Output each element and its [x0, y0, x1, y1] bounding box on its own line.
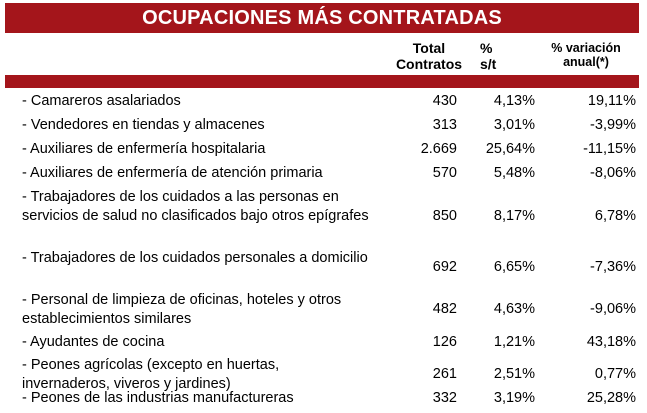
header-percent-total	[480, 40, 502, 72]
header-var-line2: anual(*)	[563, 55, 609, 69]
table-title: OCUPACIONES MÁS CONTRATADAS	[5, 3, 639, 33]
row-variation: -8,06%	[590, 165, 636, 181]
row-variation: 6,78%	[594, 208, 636, 224]
header-divider-band	[5, 75, 639, 88]
header-pct-line1: %	[480, 40, 493, 56]
row-label: - Peones agrícolas (excepto en huertas, invernaderos, viveros y jardines)	[22, 357, 280, 392]
row-percent: 3,01%	[493, 117, 535, 133]
row-percent: 4,13%	[493, 93, 535, 109]
row-total: 430	[432, 93, 457, 109]
row-label: - Auxiliares de enfermería hospitalaria	[22, 141, 266, 157]
row-variation: -11,15%	[583, 141, 636, 157]
header-total-contratos	[386, 40, 472, 72]
row-variation: -9,06%	[590, 301, 636, 317]
row-percent: 6,65%	[493, 259, 535, 275]
header-var-line1: % variación	[551, 41, 621, 55]
row-label: - Trabajadores de los cuidados personales a domicilio	[22, 250, 368, 266]
row-total: 313	[432, 117, 457, 133]
header-total-line1: Total	[412, 40, 446, 56]
row-variation: 43,18%	[586, 334, 636, 350]
row-total: 126	[432, 334, 457, 350]
row-total: 2.669	[420, 141, 457, 157]
header-variacion-anual	[540, 41, 632, 69]
row-total: 482	[432, 301, 457, 317]
row-total: 692	[432, 259, 457, 275]
row-label: - Auxiliares de enfermería de atención primaria	[22, 165, 323, 181]
row-label: - Peones de las industrias manufactureras	[22, 390, 294, 406]
row-percent: 1,21%	[493, 334, 535, 350]
row-variation: -7,36%	[590, 259, 636, 275]
row-percent: 2,51%	[493, 366, 535, 382]
row-percent: 3,19%	[493, 390, 535, 406]
row-percent: 8,17%	[493, 208, 535, 224]
row-variation: -3,99%	[590, 117, 636, 133]
row-total: 261	[432, 366, 457, 382]
row-label: - Ayudantes de cocina	[22, 334, 165, 350]
row-total: 850	[432, 208, 457, 224]
row-label: - Camareros asalariados	[22, 93, 181, 109]
row-variation: 19,11%	[587, 93, 636, 109]
row-total: 570	[432, 165, 457, 181]
row-percent: 25,64%	[485, 141, 535, 157]
row-total: 332	[432, 390, 457, 406]
row-label: - Trabajadores de los cuidados a las personas en servicios de salud no clasificados bajo otros epígrafes	[22, 189, 369, 224]
row-variation: 0,77%	[594, 366, 636, 382]
header-pct-line2: s/t	[480, 56, 497, 72]
row-label: - Vendedores en tiendas y almacenes	[22, 117, 265, 133]
header-total-line2: Contratos	[395, 56, 463, 72]
row-percent: 5,48%	[493, 165, 535, 181]
row-variation: 25,28%	[586, 390, 636, 406]
row-percent: 4,63%	[493, 301, 535, 317]
row-label: - Personal de limpieza de oficinas, hoteles y otros establecimientos similares	[22, 292, 342, 327]
